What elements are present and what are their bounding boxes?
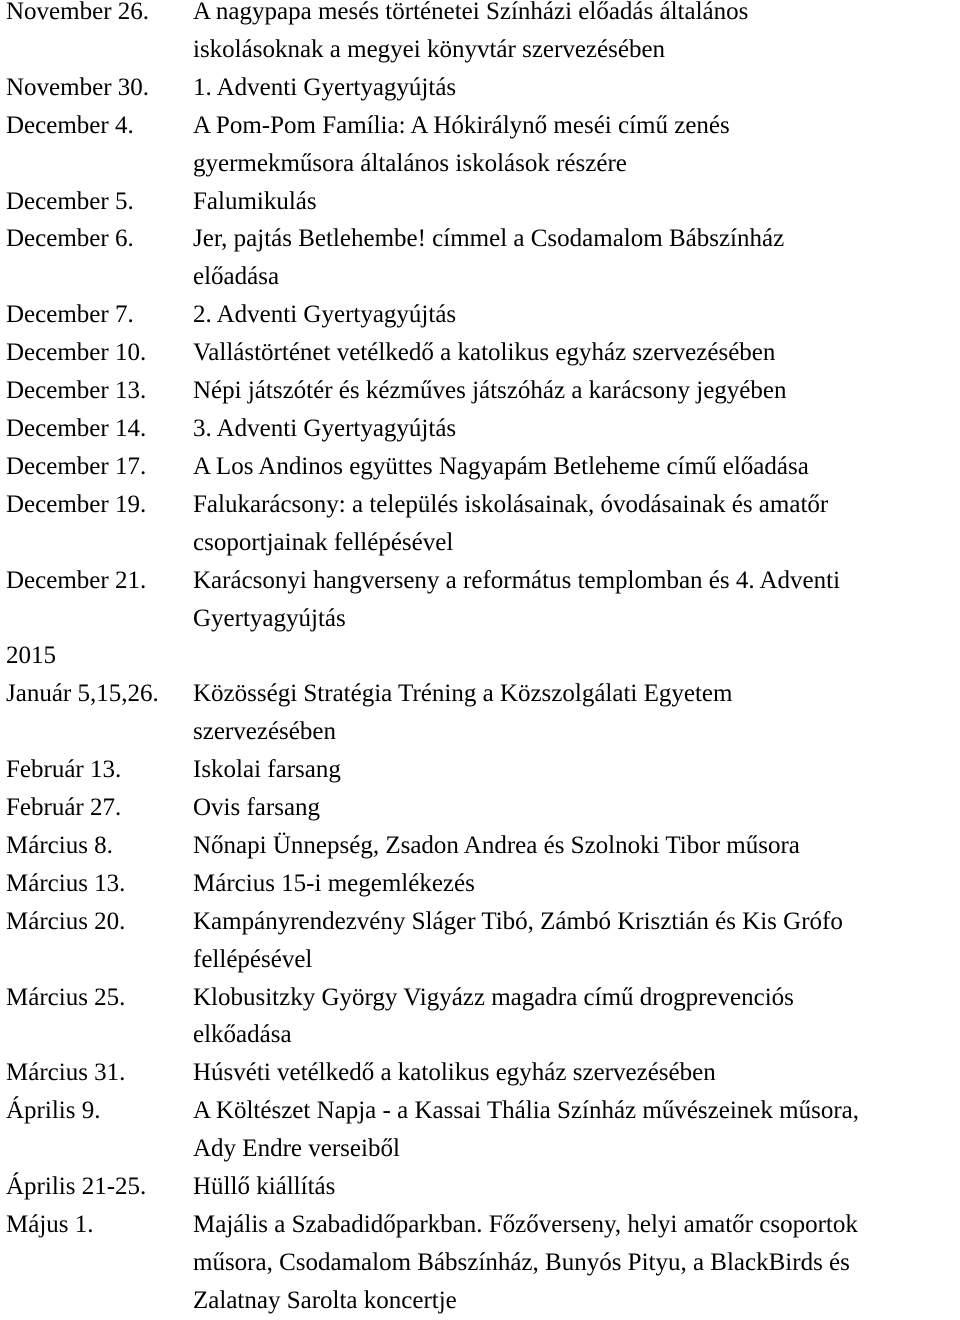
event-description-line: Nőnapi Ünnepség, Zsadon Andrea és Szolnoki Tibor műsora xyxy=(193,831,800,859)
event-description-line: A Költészet Napja - a Kassai Thália Színház művészeinek műsora, xyxy=(193,1097,859,1125)
event-date: Február 13. xyxy=(6,756,122,784)
event-row xyxy=(6,1168,960,1206)
event-description xyxy=(193,296,960,334)
event-date: Március 8. xyxy=(6,831,113,859)
event-row xyxy=(6,827,960,865)
event-row xyxy=(6,296,960,334)
event-description xyxy=(193,1092,960,1168)
event-description-line: 2. Adventi Gyertyagyújtás xyxy=(193,301,457,329)
event-row xyxy=(6,751,960,789)
event-row xyxy=(6,675,960,751)
event-description-line: Ovis farsang xyxy=(193,794,321,822)
event-date: Március 31. xyxy=(6,1059,126,1087)
event-row xyxy=(6,448,960,486)
event-date: November 30. xyxy=(6,73,150,101)
event-description-line: Vallástörténet vetélkedő a katolikus egyház szervezésében xyxy=(193,339,776,367)
event-description-line: Gyertyagyújtás xyxy=(193,604,346,632)
event-description xyxy=(193,183,960,221)
event-row xyxy=(6,372,960,410)
event-description-line: 1. Adventi Gyertyagyújtás xyxy=(193,73,457,101)
year-heading: 2015 xyxy=(6,642,56,670)
event-row xyxy=(6,220,960,296)
event-row xyxy=(6,979,960,1055)
event-description-line: Iskolai farsang xyxy=(193,756,341,784)
event-description xyxy=(193,827,960,865)
event-row xyxy=(6,486,960,562)
event-row xyxy=(6,789,960,827)
event-description xyxy=(193,334,960,372)
event-date: December 19. xyxy=(6,490,147,518)
event-description xyxy=(193,448,960,486)
event-date: Április 9. xyxy=(6,1097,101,1125)
event-description-line: A Pom-Pom Família: A Hókirálynő meséi című zenés xyxy=(193,111,730,139)
event-row xyxy=(6,1054,960,1092)
event-date: Március 13. xyxy=(6,869,126,897)
event-description-line: A Los Andinos együttes Nagyapám Betleheme című előadása xyxy=(193,452,809,480)
event-description xyxy=(193,865,960,903)
event-row xyxy=(6,410,960,448)
event-description xyxy=(193,410,960,448)
event-description-line: Népi játszótér és kézműves játszóház a karácsony jegyében xyxy=(193,377,787,405)
event-row xyxy=(6,562,960,638)
event-row xyxy=(6,69,960,107)
event-description xyxy=(193,751,960,789)
event-row xyxy=(6,107,960,183)
event-description xyxy=(193,220,960,296)
event-date: Április 21-25. xyxy=(6,1173,147,1201)
event-description-line: Jer, pajtás Betlehembe! címmel a Csodamalom Bábszínház xyxy=(193,225,785,253)
event-date: December 5. xyxy=(6,187,134,215)
event-date: Február 27. xyxy=(6,794,122,822)
event-row xyxy=(6,183,960,221)
event-date: December 14. xyxy=(6,414,147,442)
event-description-line: Zalatnay Sarolta koncertje xyxy=(193,1286,457,1314)
event-description-line: szervezésében xyxy=(193,718,336,746)
event-description xyxy=(193,903,960,979)
event-description xyxy=(193,0,960,69)
event-description-line: Közösségi Stratégia Tréning a Közszolgálati Egyetem xyxy=(193,680,733,708)
event-description-line: csoportjainak fellépésével xyxy=(193,528,454,556)
event-description-line: előadása xyxy=(193,263,280,291)
event-description-line: Klobusitzky György Vigyázz magadra című drogprevenciós xyxy=(193,983,794,1011)
event-description-line: Húsvéti vetélkedő a katolikus egyház szervezésében xyxy=(193,1059,716,1087)
event-description-line: Majális a Szabadidőparkban. Főzőverseny, helyi amatőr csoportok xyxy=(193,1211,858,1238)
event-description xyxy=(193,979,960,1055)
event-row xyxy=(6,903,960,979)
event-description-line: Hüllő kiállítás xyxy=(193,1173,336,1201)
event-date: Május 1. xyxy=(6,1211,94,1238)
event-description-line: Ady Endre verseiből xyxy=(193,1135,400,1163)
event-description xyxy=(193,562,960,638)
event-date: December 17. xyxy=(6,452,147,480)
event-description-line: Karácsonyi hangverseny a református templomban és 4. Adventi xyxy=(193,566,841,594)
event-description xyxy=(193,107,960,183)
event-description-line: A nagypapa mesés történetei Színházi előadás általános xyxy=(193,0,749,25)
event-date: November 26. xyxy=(6,0,150,25)
event-description xyxy=(193,1206,960,1320)
event-description-line: 3. Adventi Gyertyagyújtás xyxy=(193,414,457,442)
event-description-line: elkőadása xyxy=(193,1021,292,1049)
event-row xyxy=(6,1206,960,1320)
event-date: Március 25. xyxy=(6,983,126,1011)
event-date: December 10. xyxy=(6,339,147,367)
event-description-line: gyermekműsora általános iskolások részére xyxy=(193,149,627,177)
event-row xyxy=(6,0,960,69)
event-description xyxy=(193,69,960,107)
event-date: December 4. xyxy=(6,111,134,139)
event-calendar-document xyxy=(6,0,960,1320)
event-list-2014 xyxy=(6,0,960,637)
event-description-line: Kampányrendezvény Sláger Tibó, Zámbó Krisztián és Kis Grófo xyxy=(193,907,843,935)
event-date: December 7. xyxy=(6,301,134,329)
event-date: Január 5,15,26. xyxy=(6,680,159,708)
event-date: December 6. xyxy=(6,225,134,253)
event-row xyxy=(6,334,960,372)
event-description-line: Március 15-i megemlékezés xyxy=(193,869,475,897)
event-description xyxy=(193,789,960,827)
event-description xyxy=(193,675,960,751)
event-row xyxy=(6,1092,960,1168)
event-description-line: fellépésével xyxy=(193,945,313,973)
event-description xyxy=(193,1054,960,1092)
event-date: December 21. xyxy=(6,566,147,594)
event-description xyxy=(193,486,960,562)
event-description xyxy=(193,372,960,410)
event-date: December 13. xyxy=(6,377,147,405)
event-row xyxy=(6,865,960,903)
event-description-line: iskolásoknak a megyei könyvtár szervezésében xyxy=(193,35,666,63)
event-description-line: Falumikulás xyxy=(193,187,317,215)
event-list-2015 xyxy=(6,675,960,1319)
event-description-line: műsora, Csodamalom Bábszínház, Bunyós Pityu, a BlackBirds és xyxy=(193,1248,850,1276)
event-date: Március 20. xyxy=(6,907,126,935)
event-description-line: Falukarácsony: a település iskolásainak, óvodásainak és amatőr xyxy=(193,490,829,518)
event-description xyxy=(193,1168,960,1206)
